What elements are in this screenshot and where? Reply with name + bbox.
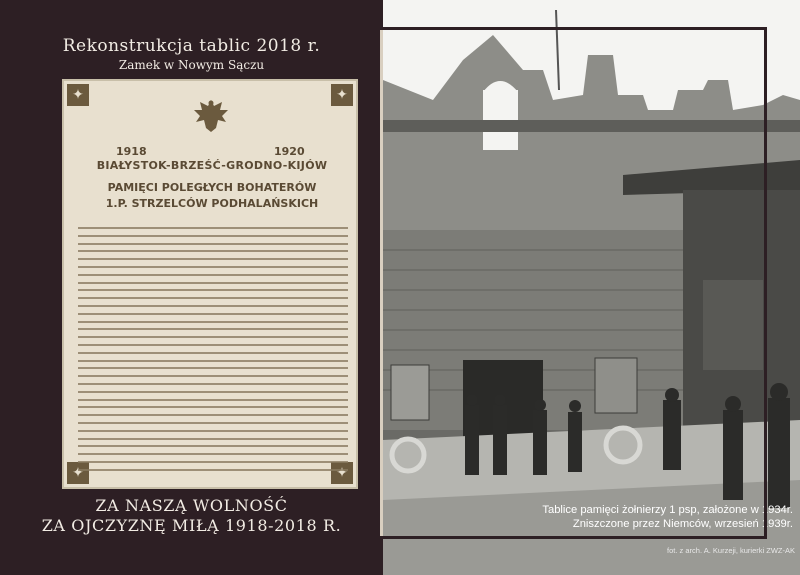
plaque-year-end: 1920 <box>274 145 305 158</box>
plaque-name-list <box>78 227 348 479</box>
plaque-route: BIAŁYSTOK-BRZEŚĆ-GRODNO-KIJÓW <box>96 159 328 172</box>
plaque-dedication-1: PAMIĘCI POLEGŁYCH BOHATERÓW <box>107 181 317 194</box>
photo-caption <box>503 503 793 531</box>
plaque-year-start: 1918 <box>116 145 147 158</box>
historic-photo-panel <box>383 0 800 575</box>
motto-line-1: ZA NASZĄ WOLNOŚĆ <box>95 496 288 515</box>
photo-caption-line-1: Tablice pamięci żołnierzy 1 psp, założone w 1934r. <box>542 504 793 516</box>
photo-credit: fot. z arch. A. Kurzeji, kurierki ZWZ-AK <box>667 546 795 555</box>
ornament-icon <box>331 84 353 106</box>
photo-caption-line-2: Zniszczone przez Niemców, wrzesień 1939r. <box>572 518 793 530</box>
ornament-icon <box>67 84 89 106</box>
eagle-emblem-icon <box>192 98 230 134</box>
castle-ceremony-photo <box>383 0 800 575</box>
motto-line-2: ZA OJCZYZNĘ MIŁĄ 1918-2018 R. <box>41 516 342 535</box>
panel-title: Rekonstrukcja tablic 2018 r. <box>62 36 321 56</box>
panel-subtitle: Zamek w Nowym Sączu <box>118 58 265 72</box>
memorial-plaque <box>62 79 358 489</box>
left-panel <box>0 0 383 575</box>
plaque-dedication-2: 1.P. STRZELCÓW PODHALAŃSKICH <box>105 197 319 210</box>
